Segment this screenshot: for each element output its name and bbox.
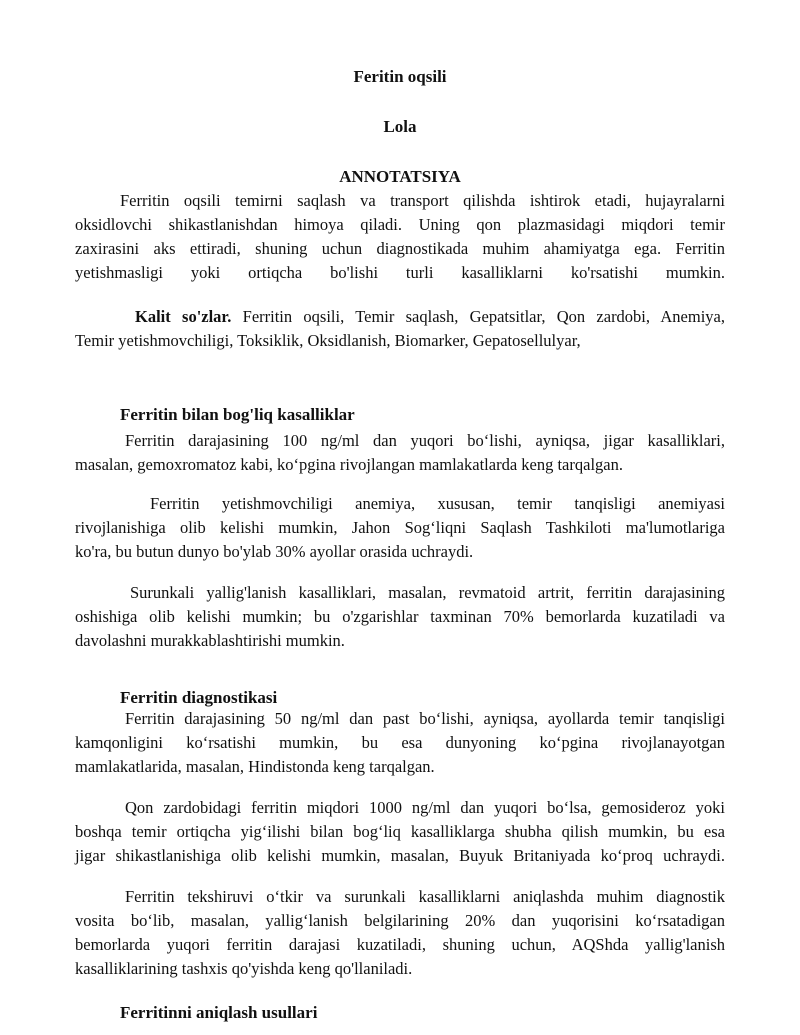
keywords-line — [75, 305, 725, 329]
paragraph — [75, 581, 725, 653]
text-line: Ferritin tekshiruvi oʻtkir va surunkali kasalliklarni aniqlashda muhim diagnostik — [125, 887, 725, 906]
paragraph — [75, 885, 725, 981]
author-name: Lola — [383, 117, 417, 136]
text-line: kamqonligini koʻrsatishi mumkin, bu esa dunyoning koʻpgina rivojlanayotgan — [75, 733, 725, 752]
paragraph — [75, 707, 725, 779]
section-heading: Ferritin bilan bog'liq kasalliklar — [120, 405, 355, 424]
text-line: bemorlarda yuqori ferritin darajasi kuzatiladi, shuning uchun, AQShda yallig'lanish — [75, 935, 725, 954]
text-line: davolashni murakkablashtirishi mumkin. — [75, 631, 345, 650]
text-line: Ferritin darajasining 100 ng/ml dan yuqori boʻlishi, ayniqsa, jigar kasalliklari, — [125, 431, 725, 450]
text-line: Ferritin oqsili temirni saqlash va transport qilishda ishtirok etadi, hujayralarni — [120, 191, 725, 210]
keywords-label: Kalit so'zlar. — [135, 307, 232, 326]
paragraph — [75, 796, 725, 868]
text-line: vosita boʻlib, masalan, yalligʻlanish belgilarining 20% dan yuqorisini koʻrsatadigan — [75, 911, 725, 930]
text-line: Surunkali yallig'lanish kasalliklari, masalan, revmatoid artrit, ferritin darajasining — [130, 583, 725, 602]
text-line: kasalliklarining tashxis qo'yishda keng qo'llaniladi. — [75, 959, 413, 978]
text-line: Qon zardobidagi ferritin miqdori 1000 ng/ml dan yuqori boʻlsa, gemosideroz yoki — [125, 798, 725, 817]
keywords-paragraph — [75, 305, 725, 353]
text-line: mamlakatlarida, masalan, Hindistonda keng tarqalgan. — [75, 757, 435, 776]
text-line: zaxirasini aks ettiradi, shuning uchun diagnostikada muhim ahamiyatga ega. Ferritin — [75, 239, 725, 258]
keywords-text: Ferritin oqsili, Temir saqlash, Gepatsitlar, Qon zardobi, Anemiya, — [231, 307, 725, 326]
paragraph — [75, 492, 725, 564]
text-line: yetishmasligi yoki ortiqcha bo'lishi turli kasalliklarni ko'rsatishi mumkin. — [75, 263, 725, 282]
text-line: Ferritin yetishmovchiligi anemiya, xususan, temir tanqisligi anemiyasi — [150, 494, 725, 513]
text-line: boshqa temir ortiqcha yigʻilishi bilan bogʻliq kasalliklarga shubha qilish mumkin, bu esa — [75, 822, 725, 841]
text-line: oksidlovchi shikastlanishdan himoya qiladi. Uning qon plazmasidagi miqdori temir — [75, 215, 725, 234]
annotation-paragraph — [75, 189, 725, 285]
paragraph — [75, 429, 725, 477]
text-line: rivojlanishiga olib kelishi mumkin, Jahon Sogʻliqni Saqlash Tashkiloti ma'lumotlariga — [75, 518, 725, 537]
document-title: Feritin oqsili — [353, 67, 447, 86]
annotation-heading: ANNOTATSIYA — [339, 167, 461, 186]
keywords-line: Temir yetishmovchiligi, Toksiklik, Oksidlanish, Biomarker, Gepatosellulyar, — [75, 331, 581, 350]
text-line: oshishiga olib kelishi mumkin; bu o'zgarishlar taxminan 70% bemorlarda kuzatiladi va — [75, 607, 725, 626]
section-heading: Ferritin diagnostikasi — [120, 688, 278, 707]
section-heading: Ferritinni aniqlash usullari — [120, 1003, 318, 1022]
text-line: ko'ra, bu butun dunyo bo'ylab 30% ayollar orasida uchraydi. — [75, 542, 474, 561]
text-line: Ferritin darajasining 50 ng/ml dan past boʻlishi, ayniqsa, ayollarda temir tanqisligi — [125, 709, 725, 728]
text-line: jigar shikastlanishiga olib kelishi mumkin, masalan, Buyuk Britaniyada koʻproq uchraydi. — [75, 846, 725, 865]
text-line: masalan, gemoxromatoz kabi, koʻpgina rivojlangan mamlakatlarda keng tarqalgan. — [75, 455, 623, 474]
